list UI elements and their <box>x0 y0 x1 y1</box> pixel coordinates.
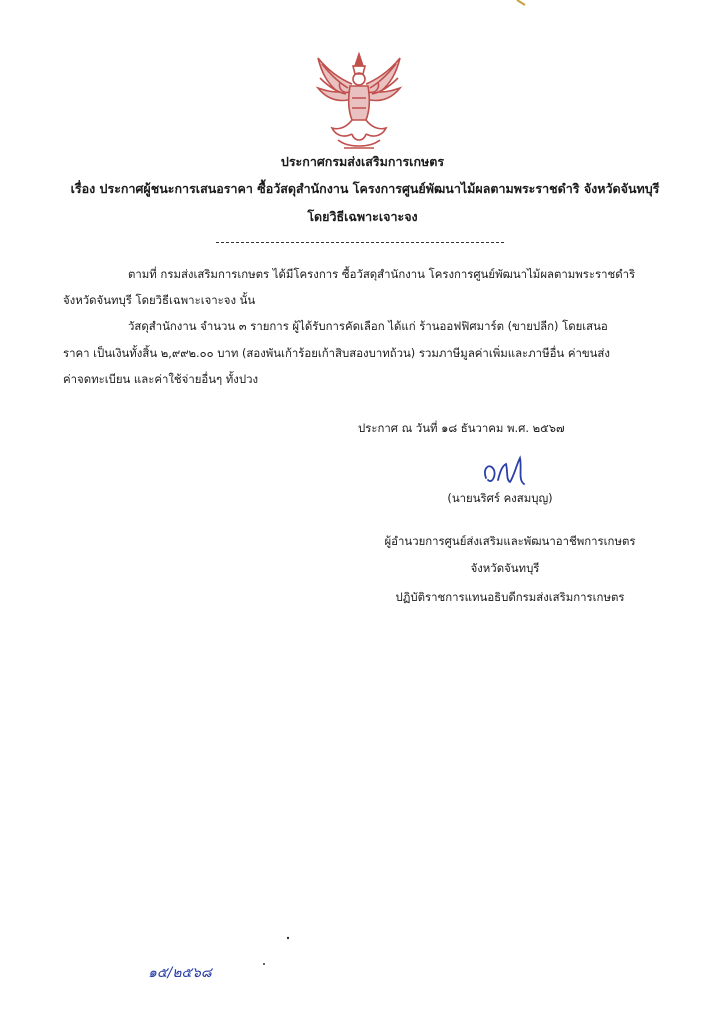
scan-dot <box>286 936 290 940</box>
signatory-acting-role: ปฏิบัติราชการแทนอธิบดีกรมส่งเสริมการเกษตร <box>395 590 625 604</box>
handwritten-note <box>146 960 226 982</box>
paragraph-1-line-1: ตามที่ กรมส่งเสริมการเกษตร ได้มีโครงการ ซื้อวัสดุสำนักงาน โครงการศูนย์พัฒนาไม้ผลตามพระราชดำริ <box>128 267 636 281</box>
signatory-position: ผู้อำนวยการศูนย์ส่งเสริมและพัฒนาอาชีพการเกษตร <box>384 534 636 548</box>
signature-image <box>472 450 542 490</box>
paragraph-1-line-2: จังหวัดจันทบุรี โดยวิธีเฉพาะเจาะจง นั้น <box>63 293 256 307</box>
announcement-subject: เรื่อง ประกาศผู้ชนะการเสนอราคา ซื้อวัสดุสำนักงาน โครงการศูนย์พัฒนาไม้ผลตามพระราชดำริ จังหวัดจันทบุรี <box>70 181 660 196</box>
paragraph-2-line-2: ราคา เป็นเงินทั้งสิ้น ๒,๙๙๒.๐๐ บาท (สองพันเก้าร้อยเก้าสิบสองบาทถ้วน) รวมภาษีมูลค่าเพิ่มและภาษีอื่น ค่าขนส่ง <box>63 346 610 360</box>
signatory-province: จังหวัดจันทบุรี <box>470 561 540 575</box>
garuda-emblem-icon <box>308 48 410 156</box>
paragraph-2-line-3: ค่าจดทะเบียน และค่าใช้จ่ายอื่นๆ ทั้งปวง <box>63 372 259 386</box>
announcement-date: ประกาศ ณ วันที่ ๑๘ ธันวาคม พ.ศ. ๒๕๖๗ <box>358 421 565 435</box>
paragraph-2-line-1: วัสดุสำนักงาน จำนวน ๓ รายการ ผู้ได้รับการคัดเลือก ได้แก่ ร้านออฟฟิศมาร์ต (ขายปลีก) โดยเสนอ <box>128 319 608 333</box>
handwritten-note-text: ๑๕/๒๕๖๘ <box>148 965 212 981</box>
section-divider <box>216 242 504 243</box>
announcement-title: ประกาศกรมส่งเสริมการเกษตร <box>280 154 445 169</box>
scan-dot <box>262 962 266 966</box>
procurement-method: โดยวิธีเฉพาะเจาะจง <box>307 209 418 224</box>
scan-mark <box>515 0 527 6</box>
signatory-name: (นายนริศร์ คงสมบุญ) <box>447 491 553 505</box>
